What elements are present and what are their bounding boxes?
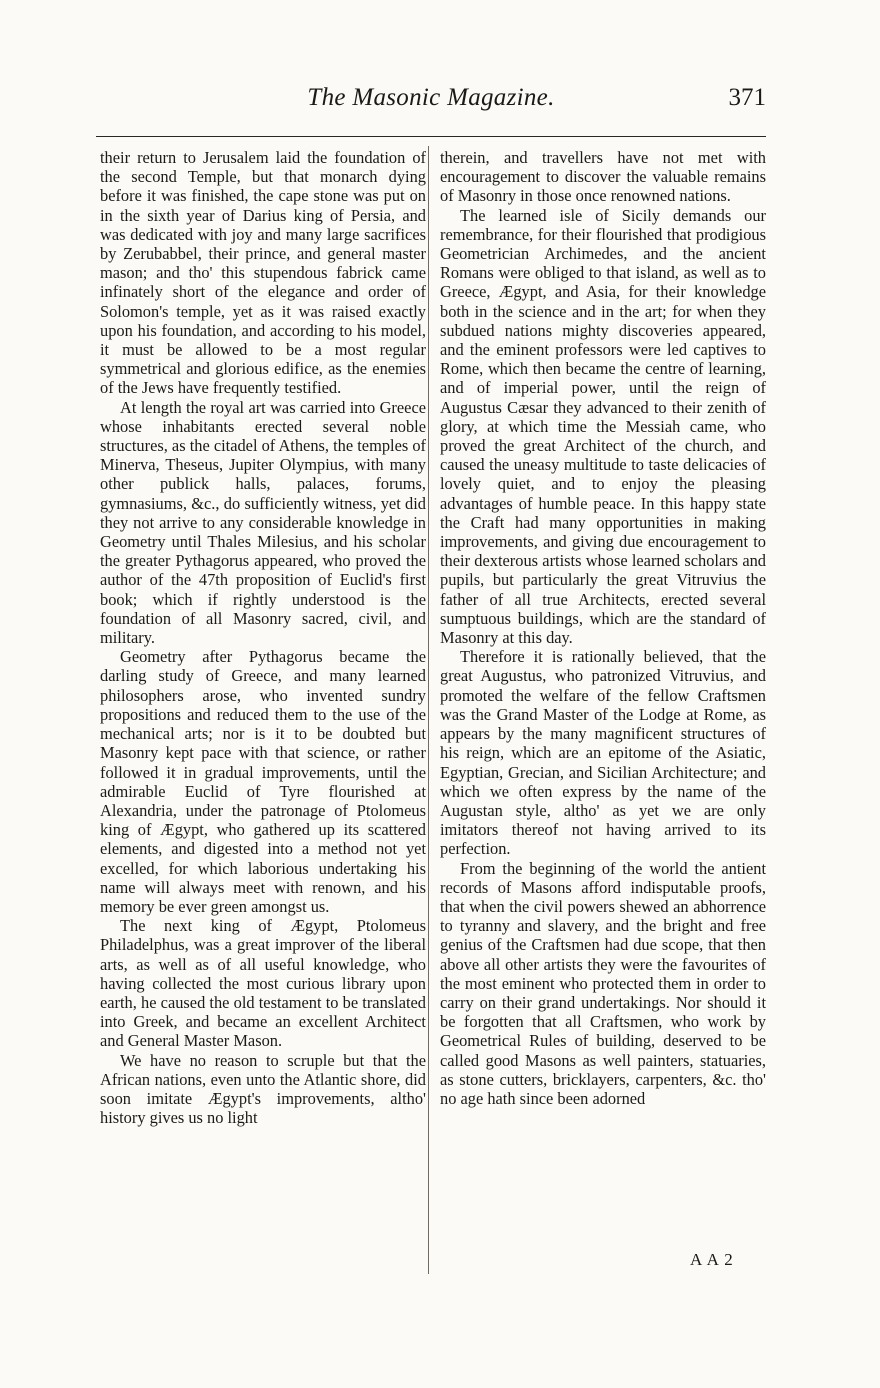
page-header — [96, 84, 766, 124]
right-column — [440, 148, 766, 1108]
paragraph: therein, and travellers have not met with encouragement to discover the valuable remains of Masonry in those once renowned nations. — [440, 148, 766, 206]
column-divider — [428, 146, 429, 1274]
signature-mark: A A 2 — [690, 1250, 734, 1269]
header-rule — [96, 136, 766, 137]
running-title: The Masonic Magazine. — [307, 84, 555, 111]
paragraph: We have no reason to scruple but that the African nations, even unto the Atlantic shore, did soon imitate Ægypt's improvements, altho' history gives us no light — [100, 1050, 426, 1128]
paragraph: Geometry after Pythagorus became the darling study of Greece, and many learned philosophers arose, who invented sundry propositions and reduced them to the use of the mechanical arts; nor is it to be doubted but Masonry kept pace with that science, or rather followed it in gradual improvements, until the admirable Euclid of Tyre flourished at Alexandria, under the patronage of Ptolomeus king of Ægypt, who gathered up its scattered elements, and digested into a method not yet excelled, for which laborious undertaking his name will always meet with renown, and his memory be ever green amongst us. — [100, 647, 426, 916]
paragraph: Therefore it is rationally believed, that the great Augustus, who patronized Vitruvius, and promoted the welfare of the fellow Craftsmen was the Grand Master of the Lodge at Rome, as appears by the many magnificent structures of his reign, which are an epitome of the Asiatic, Egyptian, Grecian, and Sicilian Architecture; and which we often express by the name of the Augustan style, altho' as yet we are only imitators thereof not having arrived to its perfection. — [440, 647, 766, 859]
paragraph: their return to Jerusalem laid the foundation of the second Temple, but that monarch dying before it was finished, the cape stone was put on in the sixth year of Darius king of Persia, and was dedicated with joy and many large sacrifices by Zerubabbel, their prince, and general master mason; and tho' this stupendous fabrick came infinately short of the elegance and order of Solomon's temple, yet as it was raised exactly upon his foundation, and according to his model, it must be allowed to be a most regular symmetrical and glorious edifice, as the enemies of the Jews have frequently testified. — [100, 148, 426, 398]
page-number: 371 — [728, 84, 766, 111]
paragraph: The next king of Ægypt, Ptolomeus Philadelphus, was a great improver of the liberal arts, as well as of all useful knowledge, who having collected the most curious library upon earth, he caused the old testament to be translated into Greek, and became an excellent Architect and General Master Mason. — [100, 916, 426, 1051]
left-column — [100, 148, 426, 1127]
paragraph: At length the royal art was carried into Greece whose inhabitants erected several noble structures, as the citadel of Athens, the temples of Minerva, Theseus, Jupiter Olympius, with many other publick halls, palaces, forums, gymnasiums, &c., do sufficiently witness, yet did they not arrive to any considerable knowledge in Geometry until Thales Milesius, and his scholar the greater Pythagorus appeared, who proved the author of the 47th proposition of Euclid's first book; which if rightly understood is the foundation of all Masonry sacred, civil, and military. — [100, 397, 426, 648]
paragraph: From the beginning of the world the antient records of Masons afford indisputable proofs, that when the civil powers shewed an abhorrence to tyranny and slavery, and the bright and free genius of the Craftsmen had due scope, that then above all other artists they were the favourites of the most eminent who protected them in order to carry on their grand undertakings. Nor should it be forgotten that all Craftsmen, who work by Geometrical Rules of building, deserved to be called good Masons as well painters, statuaries, as stone cutters, bricklayers, carpenters, &c. tho' no age hath since been adorned — [440, 858, 766, 1108]
paragraph: The learned isle of Sicily demands our remembrance, for their flourished that prodigious Geometrician Archimedes, and the ancient Romans were obliged to that island, as well as to Greece, Ægypt, and Asia, for their knowledge both in the science and in the art; for when they subdued nations mighty discoveries appeared, and the eminent professors were led captives to Rome, which then became the centre of learning, and of imperial power, until the reign of Augustus Cæsar they advanced to their zenith of glory, at which time the Messiah came, who proved the great Architect of the church, and caused the uneasy multitude to taste delicacies of lovely quiet, and to enjoy the pleasing advantages of humble peace. In this happy state the Craft had many opportunities in making improvements, and giving due encouragement to their dexterous artists whose learned scholars and pupils, but particularly the great Vitruvius the father of all true Architects, erected several sumptuous buildings, which are the standard of Masonry at this day. — [440, 205, 766, 648]
